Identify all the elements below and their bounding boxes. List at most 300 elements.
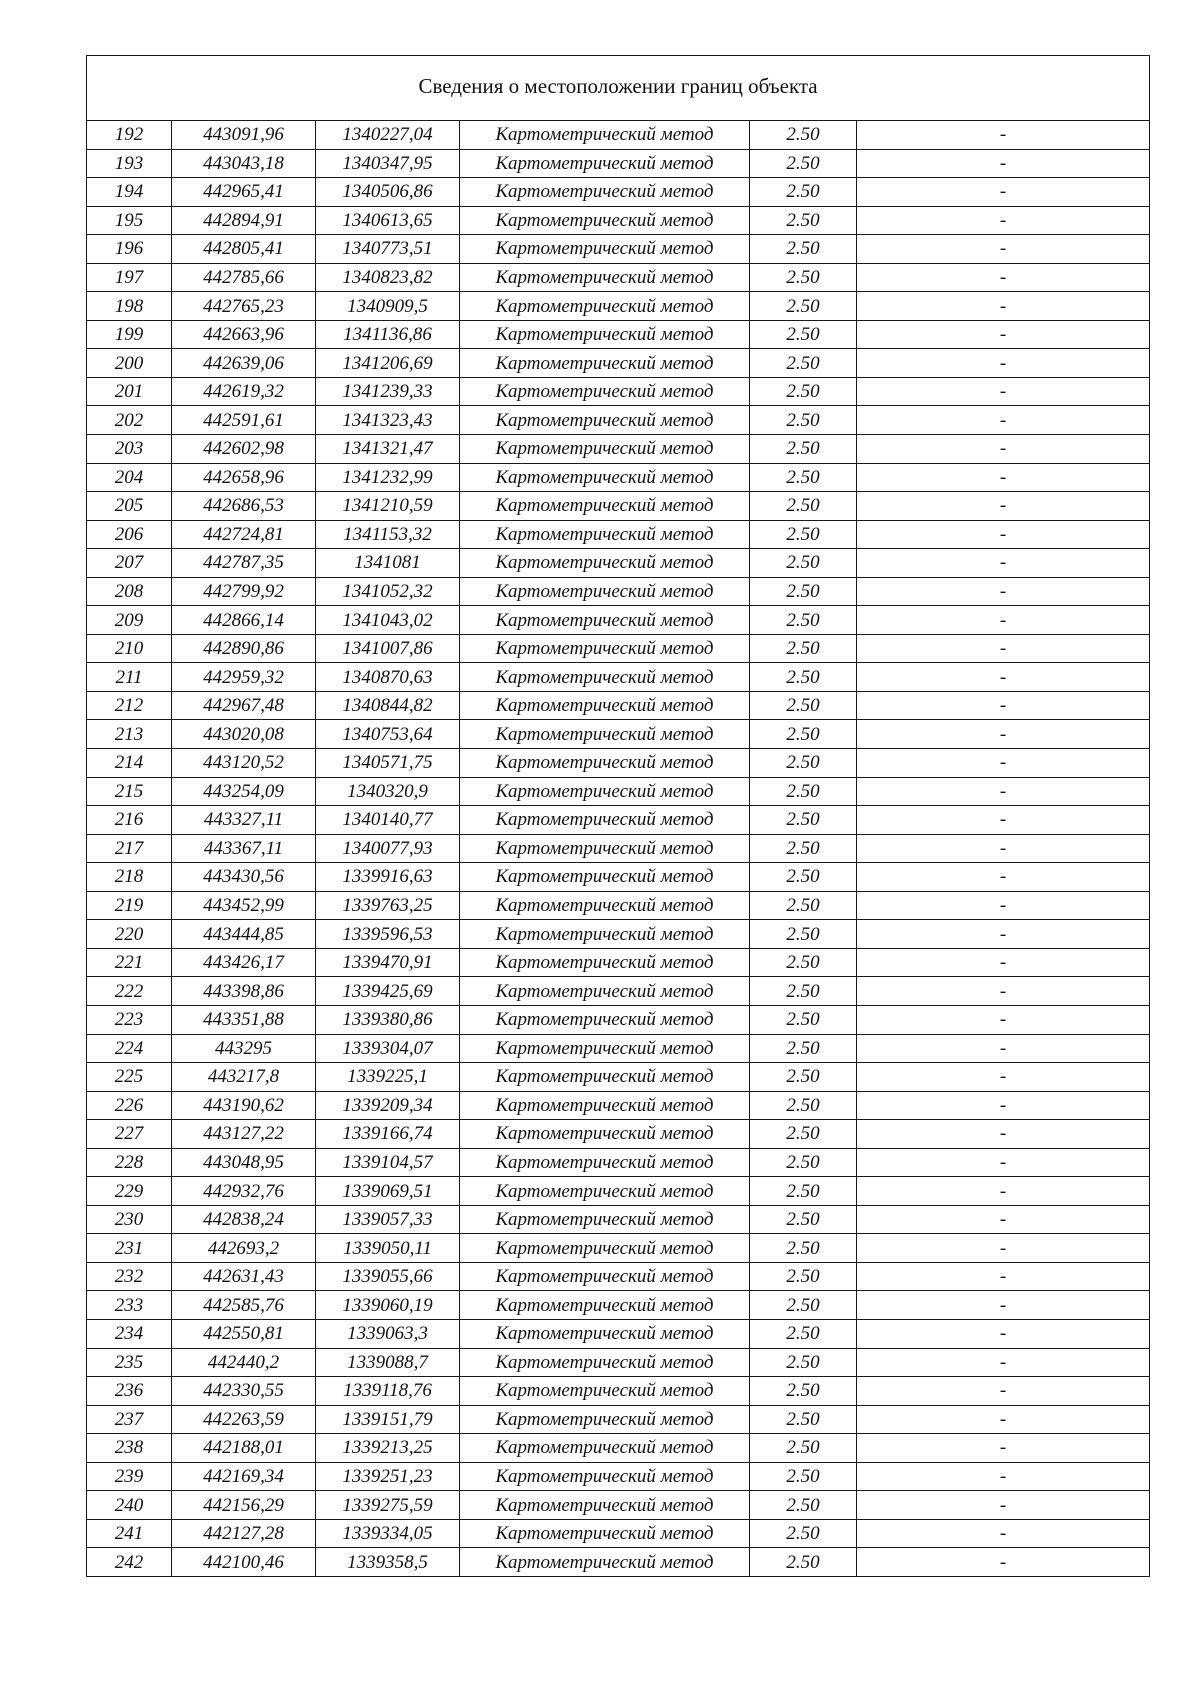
accuracy-cell: 2.50 [750,549,857,578]
accuracy-cell: 2.50 [750,1348,857,1377]
y-coordinate-cell: 1340870,63 [316,663,460,692]
y-coordinate-cell: 1340140,77 [316,806,460,835]
y-coordinate-cell: 1339596,53 [316,920,460,949]
method-cell: Картометрический метод [460,806,750,835]
method-cell: Картометрический метод [460,549,750,578]
x-coordinate-cell: 442932,76 [172,1177,316,1206]
accuracy-cell: 2.50 [750,435,857,464]
table-row [87,406,1150,435]
y-coordinate-cell: 1340844,82 [316,691,460,720]
table-row [87,1063,1150,1092]
boundary-coordinates-table [86,55,1150,1577]
x-coordinate-cell: 442765,23 [172,292,316,321]
description-cell: - [857,663,1150,692]
table-row [87,1205,1150,1234]
description-cell: - [857,634,1150,663]
point-number-cell: 221 [87,948,172,977]
method-cell: Картометрический метод [460,1291,750,1320]
point-number-cell: 232 [87,1262,172,1291]
description-cell: - [857,891,1150,920]
description-cell: - [857,1291,1150,1320]
description-cell: - [857,948,1150,977]
description-cell: - [857,349,1150,378]
x-coordinate-cell: 443043,18 [172,149,316,178]
point-number-cell: 241 [87,1519,172,1548]
description-cell: - [857,1462,1150,1491]
method-cell: Картометрический метод [460,720,750,749]
y-coordinate-cell: 1339334,05 [316,1519,460,1548]
description-cell: - [857,777,1150,806]
point-number-cell: 235 [87,1348,172,1377]
x-coordinate-cell: 443254,09 [172,777,316,806]
y-coordinate-cell: 1339763,25 [316,891,460,920]
description-cell: - [857,320,1150,349]
method-cell: Картометрический метод [460,1205,750,1234]
accuracy-cell: 2.50 [750,1319,857,1348]
method-cell: Картометрический метод [460,920,750,949]
y-coordinate-cell: 1341321,47 [316,435,460,464]
point-number-cell: 220 [87,920,172,949]
y-coordinate-cell: 1340077,93 [316,834,460,863]
x-coordinate-cell: 442639,06 [172,349,316,378]
method-cell: Картометрический метод [460,349,750,378]
table-row [87,1319,1150,1348]
point-number-cell: 222 [87,977,172,1006]
accuracy-cell: 2.50 [750,1063,857,1092]
description-cell: - [857,178,1150,207]
x-coordinate-cell: 442805,41 [172,235,316,264]
table-row [87,691,1150,720]
table-row [87,606,1150,635]
table-row [87,206,1150,235]
accuracy-cell: 2.50 [750,520,857,549]
x-coordinate-cell: 442787,35 [172,549,316,578]
point-number-cell: 223 [87,1005,172,1034]
table-row [87,463,1150,492]
x-coordinate-cell: 442866,14 [172,606,316,635]
accuracy-cell: 2.50 [750,1177,857,1206]
description-cell: - [857,1434,1150,1463]
description-cell: - [857,1177,1150,1206]
x-coordinate-cell: 442838,24 [172,1205,316,1234]
x-coordinate-cell: 443120,52 [172,749,316,778]
method-cell: Картометрический метод [460,1262,750,1291]
point-number-cell: 210 [87,634,172,663]
point-number-cell: 211 [87,663,172,692]
table-row [87,1262,1150,1291]
y-coordinate-cell: 1340613,65 [316,206,460,235]
method-cell: Картометрический метод [460,463,750,492]
table-row [87,634,1150,663]
description-cell: - [857,691,1150,720]
accuracy-cell: 2.50 [750,1434,857,1463]
description-cell: - [857,1548,1150,1577]
table-row [87,292,1150,321]
table-title-row [87,56,1150,121]
accuracy-cell: 2.50 [750,235,857,264]
y-coordinate-cell: 1340753,64 [316,720,460,749]
point-number-cell: 224 [87,1034,172,1063]
table-row [87,149,1150,178]
x-coordinate-cell: 443190,62 [172,1091,316,1120]
y-coordinate-cell: 1341007,86 [316,634,460,663]
point-number-cell: 202 [87,406,172,435]
y-coordinate-cell: 1340347,95 [316,149,460,178]
y-coordinate-cell: 1339358,5 [316,1548,460,1577]
table-row [87,863,1150,892]
x-coordinate-cell: 442550,81 [172,1319,316,1348]
x-coordinate-cell: 443351,88 [172,1005,316,1034]
table-row [87,349,1150,378]
table-row [87,749,1150,778]
x-coordinate-cell: 442724,81 [172,520,316,549]
table-row [87,178,1150,207]
y-coordinate-cell: 1339209,34 [316,1091,460,1120]
method-cell: Картометрический метод [460,178,750,207]
point-number-cell: 193 [87,149,172,178]
y-coordinate-cell: 1340320,9 [316,777,460,806]
method-cell: Картометрический метод [460,948,750,977]
description-cell: - [857,1205,1150,1234]
point-number-cell: 237 [87,1405,172,1434]
point-number-cell: 198 [87,292,172,321]
y-coordinate-cell: 1339251,23 [316,1462,460,1491]
table-row [87,1548,1150,1577]
point-number-cell: 205 [87,492,172,521]
method-cell: Картометрический метод [460,1377,750,1406]
table-row [87,1348,1150,1377]
x-coordinate-cell: 443020,08 [172,720,316,749]
accuracy-cell: 2.50 [750,1091,857,1120]
description-cell: - [857,577,1150,606]
description-cell: - [857,1234,1150,1263]
table-row [87,377,1150,406]
y-coordinate-cell: 1339069,51 [316,1177,460,1206]
accuracy-cell: 2.50 [750,121,857,150]
description-cell: - [857,977,1150,1006]
point-number-cell: 225 [87,1063,172,1092]
table-row [87,720,1150,749]
method-cell: Картометрический метод [460,1234,750,1263]
description-cell: - [857,1519,1150,1548]
table-row [87,920,1150,949]
y-coordinate-cell: 1341323,43 [316,406,460,435]
point-number-cell: 214 [87,749,172,778]
description-cell: - [857,863,1150,892]
x-coordinate-cell: 442967,48 [172,691,316,720]
table-row [87,948,1150,977]
description-cell: - [857,520,1150,549]
description-cell: - [857,1005,1150,1034]
x-coordinate-cell: 442263,59 [172,1405,316,1434]
accuracy-cell: 2.50 [750,1120,857,1149]
point-number-cell: 204 [87,463,172,492]
method-cell: Картометрический метод [460,206,750,235]
method-cell: Картометрический метод [460,1462,750,1491]
y-coordinate-cell: 1341239,33 [316,377,460,406]
accuracy-cell: 2.50 [750,1405,857,1434]
x-coordinate-cell: 442799,92 [172,577,316,606]
description-cell: - [857,720,1150,749]
table-row [87,549,1150,578]
point-number-cell: 203 [87,435,172,464]
method-cell: Картометрический метод [460,1548,750,1577]
y-coordinate-cell: 1339213,25 [316,1434,460,1463]
point-number-cell: 201 [87,377,172,406]
method-cell: Картометрический метод [460,1348,750,1377]
point-number-cell: 206 [87,520,172,549]
y-coordinate-cell: 1340571,75 [316,749,460,778]
description-cell: - [857,406,1150,435]
accuracy-cell: 2.50 [750,806,857,835]
y-coordinate-cell: 1339225,1 [316,1063,460,1092]
method-cell: Картометрический метод [460,1434,750,1463]
accuracy-cell: 2.50 [750,1205,857,1234]
x-coordinate-cell: 443127,22 [172,1120,316,1149]
table-row [87,834,1150,863]
table-body [87,56,1150,1577]
table-row [87,977,1150,1006]
method-cell: Картометрический метод [460,292,750,321]
method-cell: Картометрический метод [460,320,750,349]
accuracy-cell: 2.50 [750,720,857,749]
x-coordinate-cell: 442156,29 [172,1491,316,1520]
accuracy-cell: 2.50 [750,1148,857,1177]
point-number-cell: 208 [87,577,172,606]
table-row [87,1034,1150,1063]
description-cell: - [857,121,1150,150]
y-coordinate-cell: 1340909,5 [316,292,460,321]
method-cell: Картометрический метод [460,1405,750,1434]
point-number-cell: 240 [87,1491,172,1520]
point-number-cell: 231 [87,1234,172,1263]
point-number-cell: 233 [87,1291,172,1320]
description-cell: - [857,749,1150,778]
table-title: Сведения о местоположении границ объекта [87,56,1150,121]
x-coordinate-cell: 442965,41 [172,178,316,207]
method-cell: Картометрический метод [460,977,750,1006]
accuracy-cell: 2.50 [750,977,857,1006]
table-row [87,1519,1150,1548]
accuracy-cell: 2.50 [750,1234,857,1263]
description-cell: - [857,1348,1150,1377]
point-number-cell: 219 [87,891,172,920]
accuracy-cell: 2.50 [750,920,857,949]
accuracy-cell: 2.50 [750,1548,857,1577]
table-row [87,235,1150,264]
y-coordinate-cell: 1341052,32 [316,577,460,606]
x-coordinate-cell: 443091,96 [172,121,316,150]
method-cell: Картометрический метод [460,891,750,920]
point-number-cell: 218 [87,863,172,892]
description-cell: - [857,235,1150,264]
y-coordinate-cell: 1339916,63 [316,863,460,892]
accuracy-cell: 2.50 [750,663,857,692]
point-number-cell: 238 [87,1434,172,1463]
point-number-cell: 194 [87,178,172,207]
accuracy-cell: 2.50 [750,263,857,292]
method-cell: Картометрический метод [460,1091,750,1120]
table-row [87,1120,1150,1149]
point-number-cell: 226 [87,1091,172,1120]
x-coordinate-cell: 442585,76 [172,1291,316,1320]
table-row [87,1148,1150,1177]
x-coordinate-cell: 442658,96 [172,463,316,492]
y-coordinate-cell: 1339050,11 [316,1234,460,1263]
method-cell: Картометрический метод [460,1120,750,1149]
y-coordinate-cell: 1339151,79 [316,1405,460,1434]
description-cell: - [857,435,1150,464]
method-cell: Картометрический метод [460,149,750,178]
description-cell: - [857,606,1150,635]
description-cell: - [857,263,1150,292]
accuracy-cell: 2.50 [750,749,857,778]
description-cell: - [857,463,1150,492]
point-number-cell: 239 [87,1462,172,1491]
x-coordinate-cell: 442591,61 [172,406,316,435]
accuracy-cell: 2.50 [750,1034,857,1063]
x-coordinate-cell: 442894,91 [172,206,316,235]
accuracy-cell: 2.50 [750,891,857,920]
point-number-cell: 197 [87,263,172,292]
accuracy-cell: 2.50 [750,149,857,178]
table-row [87,891,1150,920]
y-coordinate-cell: 1341210,59 [316,492,460,521]
point-number-cell: 196 [87,235,172,264]
x-coordinate-cell: 442693,2 [172,1234,316,1263]
x-coordinate-cell: 442631,43 [172,1262,316,1291]
x-coordinate-cell: 443444,85 [172,920,316,949]
method-cell: Картометрический метод [460,377,750,406]
method-cell: Картометрический метод [460,1177,750,1206]
method-cell: Картометрический метод [460,263,750,292]
method-cell: Картометрический метод [460,1063,750,1092]
description-cell: - [857,206,1150,235]
point-number-cell: 230 [87,1205,172,1234]
y-coordinate-cell: 1341081 [316,549,460,578]
method-cell: Картометрический метод [460,1148,750,1177]
description-cell: - [857,549,1150,578]
method-cell: Картометрический метод [460,834,750,863]
table-row [87,1091,1150,1120]
accuracy-cell: 2.50 [750,1377,857,1406]
x-coordinate-cell: 443426,17 [172,948,316,977]
accuracy-cell: 2.50 [750,834,857,863]
y-coordinate-cell: 1340506,86 [316,178,460,207]
method-cell: Картометрический метод [460,492,750,521]
method-cell: Картометрический метод [460,235,750,264]
x-coordinate-cell: 442785,66 [172,263,316,292]
table-row [87,1405,1150,1434]
accuracy-cell: 2.50 [750,406,857,435]
y-coordinate-cell: 1341232,99 [316,463,460,492]
y-coordinate-cell: 1340227,04 [316,121,460,150]
point-number-cell: 228 [87,1148,172,1177]
x-coordinate-cell: 443452,99 [172,891,316,920]
x-coordinate-cell: 442959,32 [172,663,316,692]
accuracy-cell: 2.50 [750,691,857,720]
point-number-cell: 192 [87,121,172,150]
method-cell: Картометрический метод [460,634,750,663]
point-number-cell: 200 [87,349,172,378]
x-coordinate-cell: 442188,01 [172,1434,316,1463]
y-coordinate-cell: 1340823,82 [316,263,460,292]
accuracy-cell: 2.50 [750,948,857,977]
accuracy-cell: 2.50 [750,206,857,235]
x-coordinate-cell: 442440,2 [172,1348,316,1377]
x-coordinate-cell: 442330,55 [172,1377,316,1406]
x-coordinate-cell: 442602,98 [172,435,316,464]
table-row [87,1491,1150,1520]
table-row [87,320,1150,349]
point-number-cell: 227 [87,1120,172,1149]
x-coordinate-cell: 443398,86 [172,977,316,1006]
y-coordinate-cell: 1339118,76 [316,1377,460,1406]
y-coordinate-cell: 1339063,3 [316,1319,460,1348]
table-row [87,263,1150,292]
accuracy-cell: 2.50 [750,863,857,892]
method-cell: Картометрический метод [460,863,750,892]
point-number-cell: 213 [87,720,172,749]
point-number-cell: 195 [87,206,172,235]
x-coordinate-cell: 442169,34 [172,1462,316,1491]
x-coordinate-cell: 443295 [172,1034,316,1063]
x-coordinate-cell: 443048,95 [172,1148,316,1177]
table-row [87,577,1150,606]
y-coordinate-cell: 1339380,86 [316,1005,460,1034]
description-cell: - [857,920,1150,949]
accuracy-cell: 2.50 [750,292,857,321]
method-cell: Картометрический метод [460,777,750,806]
x-coordinate-cell: 443367,11 [172,834,316,863]
accuracy-cell: 2.50 [750,1005,857,1034]
y-coordinate-cell: 1339055,66 [316,1262,460,1291]
y-coordinate-cell: 1339104,57 [316,1148,460,1177]
method-cell: Картометрический метод [460,1005,750,1034]
method-cell: Картометрический метод [460,1034,750,1063]
method-cell: Картометрический метод [460,1491,750,1520]
method-cell: Картометрический метод [460,749,750,778]
y-coordinate-cell: 1339166,74 [316,1120,460,1149]
method-cell: Картометрический метод [460,520,750,549]
table-row [87,520,1150,549]
point-number-cell: 212 [87,691,172,720]
description-cell: - [857,492,1150,521]
x-coordinate-cell: 442663,96 [172,320,316,349]
table-row [87,492,1150,521]
accuracy-cell: 2.50 [750,349,857,378]
accuracy-cell: 2.50 [750,1491,857,1520]
method-cell: Картометрический метод [460,406,750,435]
table-row [87,435,1150,464]
table-row [87,121,1150,150]
table-row [87,1234,1150,1263]
x-coordinate-cell: 442127,28 [172,1519,316,1548]
method-cell: Картометрический метод [460,121,750,150]
point-number-cell: 242 [87,1548,172,1577]
accuracy-cell: 2.50 [750,492,857,521]
x-coordinate-cell: 443217,8 [172,1063,316,1092]
y-coordinate-cell: 1341043,02 [316,606,460,635]
x-coordinate-cell: 442100,46 [172,1548,316,1577]
accuracy-cell: 2.50 [750,1291,857,1320]
table-row [87,806,1150,835]
accuracy-cell: 2.50 [750,606,857,635]
description-cell: - [857,1034,1150,1063]
y-coordinate-cell: 1339470,91 [316,948,460,977]
accuracy-cell: 2.50 [750,178,857,207]
method-cell: Картометрический метод [460,606,750,635]
